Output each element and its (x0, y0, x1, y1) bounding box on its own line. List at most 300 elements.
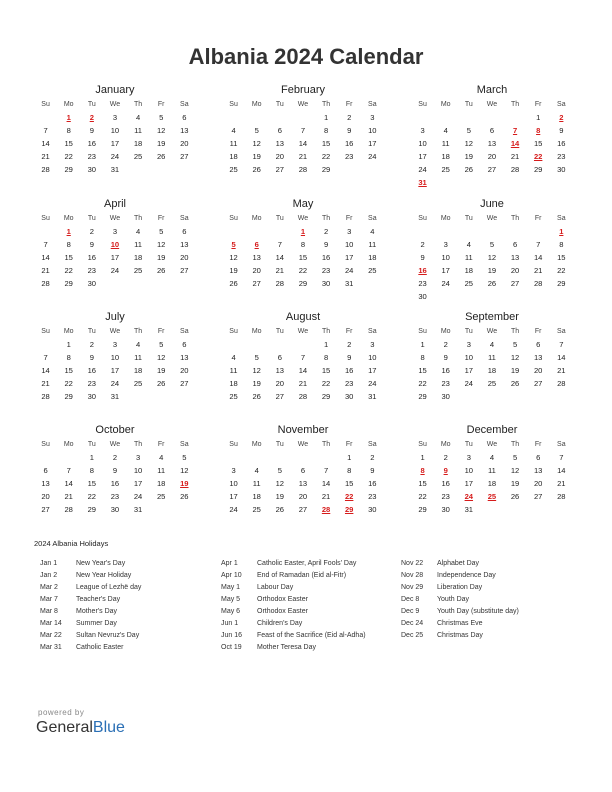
day-cell[interactable]: 1 (559, 227, 564, 236)
day-cell[interactable]: 29 (87, 505, 97, 514)
day-cell[interactable]: 25 (441, 165, 450, 174)
day-cell[interactable]: 5 (254, 353, 259, 362)
day-cell[interactable]: 8 (420, 466, 425, 475)
day-cell[interactable]: 9 (370, 466, 375, 475)
day-cell[interactable]: 29 (298, 279, 308, 288)
day-cell[interactable]: 29 (533, 165, 543, 174)
day-cell[interactable]: 14 (41, 139, 50, 148)
day-cell[interactable]: 17 (464, 479, 474, 488)
day-cell[interactable]: 15 (557, 253, 566, 262)
day-cell[interactable]: 23 (87, 266, 97, 275)
day-cell[interactable]: 6 (512, 240, 518, 249)
day-cell[interactable]: 4 (370, 227, 375, 236)
day-cell[interactable]: 29 (418, 505, 427, 514)
day-cell[interactable]: 30 (557, 165, 566, 174)
day-cell[interactable]: 7 (277, 240, 282, 249)
day-cell[interactable]: 8 (347, 466, 352, 475)
day-cell[interactable]: 12 (510, 353, 520, 362)
day-cell[interactable]: 31 (418, 178, 427, 187)
day-cell[interactable]: 18 (229, 152, 238, 161)
day-cell[interactable]: 3 (112, 340, 118, 349)
day-cell[interactable]: 21 (41, 379, 50, 388)
day-cell[interactable]: 15 (321, 139, 331, 148)
day-cell[interactable]: 15 (64, 366, 73, 375)
day-cell[interactable]: 20 (275, 152, 285, 161)
day-cell[interactable]: 10 (368, 353, 377, 362)
day-cell[interactable]: 8 (536, 126, 541, 135)
day-cell[interactable]: 11 (464, 253, 473, 262)
day-cell[interactable]: 16 (87, 253, 97, 262)
day-cell[interactable]: 14 (557, 466, 566, 475)
day-cell[interactable]: 9 (89, 353, 94, 362)
day-cell[interactable]: 20 (487, 152, 497, 161)
day-cell[interactable]: 28 (41, 392, 50, 401)
day-cell[interactable]: 22 (87, 492, 97, 501)
day-cell[interactable]: 12 (229, 253, 238, 262)
day-cell[interactable]: 24 (368, 152, 377, 161)
day-cell[interactable]: 28 (557, 492, 566, 501)
day-cell[interactable]: 1 (420, 453, 425, 462)
day-cell[interactable]: 18 (133, 366, 143, 375)
day-cell[interactable]: 4 (159, 453, 164, 462)
day-cell[interactable]: 4 (135, 227, 141, 236)
day-cell[interactable]: 14 (275, 253, 285, 262)
day-cell[interactable]: 20 (180, 139, 189, 148)
day-cell[interactable]: 8 (66, 353, 71, 362)
day-cell[interactable]: 16 (110, 479, 120, 488)
day-cell[interactable]: 17 (344, 253, 354, 262)
day-cell[interactable]: 28 (41, 279, 50, 288)
day-cell[interactable]: 24 (418, 165, 427, 174)
day-cell[interactable]: 13 (41, 479, 50, 488)
day-cell[interactable]: 27 (510, 279, 520, 288)
day-cell[interactable]: 18 (464, 266, 474, 275)
day-cell[interactable]: 22 (321, 379, 331, 388)
day-cell[interactable]: 1 (89, 453, 94, 462)
day-cell[interactable]: 27 (252, 279, 261, 288)
day-cell[interactable]: 18 (156, 479, 166, 488)
day-cell[interactable]: 13 (180, 126, 189, 135)
day-cell[interactable]: 11 (368, 240, 377, 249)
day-cell[interactable]: 9 (347, 126, 352, 135)
day-cell[interactable]: 7 (323, 466, 329, 475)
day-cell[interactable]: 19 (464, 152, 474, 161)
day-cell[interactable]: 21 (321, 492, 331, 501)
day-cell[interactable]: 21 (64, 492, 73, 501)
day-cell[interactable]: 16 (344, 366, 354, 375)
day-cell[interactable]: 6 (277, 126, 282, 135)
day-cell[interactable]: 24 (133, 492, 143, 501)
day-cell[interactable]: 8 (300, 240, 306, 249)
day-cell[interactable]: 11 (252, 479, 261, 488)
day-cell[interactable]: 31 (110, 165, 120, 174)
day-cell[interactable]: 15 (64, 253, 73, 262)
day-cell[interactable]: 1 (300, 227, 306, 236)
day-cell[interactable]: 29 (557, 279, 566, 288)
day-cell[interactable]: 14 (533, 253, 543, 262)
day-cell[interactable]: 10 (368, 126, 377, 135)
day-cell[interactable]: 19 (229, 266, 238, 275)
day-cell[interactable]: 17 (441, 266, 450, 275)
day-cell[interactable]: 22 (64, 266, 73, 275)
day-cell[interactable]: 26 (156, 152, 166, 161)
day-cell[interactable]: 12 (275, 479, 285, 488)
day-cell[interactable]: 9 (323, 240, 329, 249)
day-cell[interactable]: 14 (321, 479, 331, 488)
day-cell[interactable]: 11 (229, 366, 238, 375)
day-cell[interactable]: 24 (464, 379, 474, 388)
day-cell[interactable]: 1 (66, 340, 71, 349)
day-cell[interactable]: 22 (344, 492, 354, 501)
day-cell[interactable]: 7 (43, 126, 48, 135)
day-cell[interactable]: 2 (89, 227, 94, 236)
day-cell[interactable]: 16 (418, 266, 427, 275)
day-cell[interactable]: 7 (536, 240, 541, 249)
day-cell[interactable]: 30 (441, 505, 450, 514)
day-cell[interactable]: 26 (180, 492, 189, 501)
day-cell[interactable]: 9 (443, 353, 448, 362)
day-cell[interactable]: 15 (533, 139, 543, 148)
day-cell[interactable]: 22 (418, 379, 427, 388)
day-cell[interactable]: 8 (66, 240, 71, 249)
day-cell[interactable]: 16 (87, 366, 97, 375)
day-cell[interactable]: 7 (559, 340, 564, 349)
day-cell[interactable]: 7 (43, 240, 48, 249)
day-cell[interactable]: 28 (41, 165, 50, 174)
day-cell[interactable]: 3 (370, 113, 375, 122)
day-cell[interactable]: 3 (112, 113, 118, 122)
day-cell[interactable]: 2 (347, 340, 352, 349)
day-cell[interactable]: 20 (252, 266, 261, 275)
day-cell[interactable]: 15 (298, 253, 308, 262)
day-cell[interactable]: 12 (156, 240, 166, 249)
day-cell[interactable]: 11 (441, 139, 450, 148)
day-cell[interactable]: 22 (64, 379, 73, 388)
day-cell[interactable]: 26 (510, 492, 520, 501)
day-cell[interactable]: 15 (321, 366, 331, 375)
day-cell[interactable]: 21 (557, 366, 566, 375)
day-cell[interactable]: 7 (300, 353, 306, 362)
day-cell[interactable]: 24 (110, 379, 120, 388)
day-cell[interactable]: 21 (557, 479, 566, 488)
day-cell[interactable]: 5 (159, 227, 164, 236)
day-cell[interactable]: 12 (487, 253, 497, 262)
day-cell[interactable]: 5 (159, 113, 164, 122)
day-cell[interactable]: 23 (418, 279, 427, 288)
day-cell[interactable]: 18 (133, 139, 143, 148)
day-cell[interactable]: 3 (466, 453, 471, 462)
day-cell[interactable]: 18 (252, 492, 261, 501)
day-cell[interactable]: 6 (300, 466, 306, 475)
day-cell[interactable]: 1 (323, 113, 329, 122)
day-cell[interactable]: 3 (420, 126, 425, 135)
day-cell[interactable]: 25 (252, 505, 261, 514)
day-cell[interactable]: 20 (533, 479, 543, 488)
day-cell[interactable]: 22 (557, 266, 566, 275)
day-cell[interactable]: 23 (321, 266, 331, 275)
day-cell[interactable]: 13 (510, 253, 520, 262)
day-cell[interactable]: 9 (89, 240, 94, 249)
day-cell[interactable]: 12 (252, 366, 261, 375)
day-cell[interactable]: 20 (510, 266, 520, 275)
day-cell[interactable]: 19 (487, 266, 497, 275)
day-cell[interactable]: 27 (41, 505, 50, 514)
day-cell[interactable]: 4 (489, 453, 495, 462)
day-cell[interactable]: 29 (64, 165, 73, 174)
day-cell[interactable]: 17 (133, 479, 143, 488)
day-cell[interactable]: 24 (110, 266, 120, 275)
day-cell[interactable]: 6 (43, 466, 48, 475)
day-cell[interactable]: 17 (464, 366, 474, 375)
day-cell[interactable]: 4 (466, 240, 471, 249)
day-cell[interactable]: 13 (275, 139, 285, 148)
day-cell[interactable]: 23 (110, 492, 120, 501)
day-cell[interactable]: 9 (112, 466, 118, 475)
day-cell[interactable]: 15 (418, 366, 427, 375)
day-cell[interactable]: 6 (277, 353, 282, 362)
day-cell[interactable]: 24 (344, 266, 354, 275)
day-cell[interactable]: 21 (298, 379, 308, 388)
day-cell[interactable]: 28 (321, 505, 331, 514)
day-cell[interactable]: 17 (110, 139, 120, 148)
day-cell[interactable]: 27 (487, 165, 497, 174)
day-cell[interactable]: 29 (321, 165, 331, 174)
day-cell[interactable]: 25 (487, 492, 497, 501)
day-cell[interactable]: 19 (252, 379, 261, 388)
day-cell[interactable]: 25 (464, 279, 474, 288)
day-cell[interactable]: 20 (275, 379, 285, 388)
day-cell[interactable]: 19 (180, 479, 189, 488)
day-cell[interactable]: 14 (298, 366, 308, 375)
day-cell[interactable]: 10 (110, 353, 120, 362)
day-cell[interactable]: 29 (64, 392, 73, 401)
day-cell[interactable]: 3 (231, 466, 236, 475)
day-cell[interactable]: 24 (229, 505, 238, 514)
day-cell[interactable]: 28 (298, 392, 308, 401)
day-cell[interactable]: 20 (180, 253, 189, 262)
day-cell[interactable]: 13 (252, 253, 261, 262)
day-cell[interactable]: 3 (443, 240, 448, 249)
day-cell[interactable]: 6 (536, 340, 541, 349)
day-cell[interactable]: 23 (344, 152, 354, 161)
day-cell[interactable]: 2 (347, 113, 352, 122)
day-cell[interactable]: 3 (370, 340, 375, 349)
day-cell[interactable]: 17 (110, 366, 120, 375)
day-cell[interactable]: 18 (441, 152, 450, 161)
day-cell[interactable]: 18 (229, 379, 238, 388)
day-cell[interactable]: 19 (510, 366, 520, 375)
day-cell[interactable]: 2 (443, 453, 448, 462)
day-cell[interactable]: 23 (344, 379, 354, 388)
day-cell[interactable]: 8 (89, 466, 94, 475)
day-cell[interactable]: 24 (368, 379, 377, 388)
day-cell[interactable]: 1 (66, 113, 71, 122)
day-cell[interactable]: 4 (489, 340, 495, 349)
day-cell[interactable]: 15 (87, 479, 97, 488)
day-cell[interactable]: 16 (87, 139, 97, 148)
day-cell[interactable]: 1 (420, 340, 425, 349)
day-cell[interactable]: 6 (182, 340, 187, 349)
day-cell[interactable]: 21 (275, 266, 285, 275)
day-cell[interactable]: 19 (275, 492, 285, 501)
day-cell[interactable]: 14 (510, 139, 520, 148)
day-cell[interactable]: 15 (418, 479, 427, 488)
day-cell[interactable]: 28 (275, 279, 285, 288)
day-cell[interactable]: 6 (536, 453, 541, 462)
day-cell[interactable]: 22 (321, 152, 331, 161)
day-cell[interactable]: 26 (252, 392, 261, 401)
day-cell[interactable]: 23 (441, 492, 450, 501)
day-cell[interactable]: 6 (182, 227, 187, 236)
day-cell[interactable]: 27 (275, 165, 285, 174)
day-cell[interactable]: 11 (487, 353, 496, 362)
day-cell[interactable]: 7 (66, 466, 71, 475)
day-cell[interactable]: 2 (323, 227, 329, 236)
day-cell[interactable]: 4 (443, 126, 448, 135)
day-cell[interactable]: 28 (298, 165, 308, 174)
day-cell[interactable]: 5 (254, 126, 259, 135)
day-cell[interactable]: 25 (229, 165, 238, 174)
day-cell[interactable]: 17 (229, 492, 238, 501)
day-cell[interactable]: 28 (64, 505, 73, 514)
day-cell[interactable]: 13 (533, 353, 543, 362)
day-cell[interactable]: 30 (441, 392, 450, 401)
day-cell[interactable]: 7 (512, 126, 518, 135)
day-cell[interactable]: 30 (321, 279, 331, 288)
day-cell[interactable]: 18 (487, 366, 497, 375)
day-cell[interactable]: 2 (559, 113, 564, 122)
day-cell[interactable]: 12 (464, 139, 474, 148)
day-cell[interactable]: 9 (420, 253, 425, 262)
day-cell[interactable]: 13 (298, 479, 308, 488)
day-cell[interactable]: 30 (87, 279, 97, 288)
day-cell[interactable]: 22 (533, 152, 543, 161)
day-cell[interactable]: 10 (464, 353, 474, 362)
day-cell[interactable]: 25 (133, 379, 143, 388)
day-cell[interactable]: 16 (557, 139, 566, 148)
day-cell[interactable]: 18 (368, 253, 377, 262)
day-cell[interactable]: 10 (344, 240, 354, 249)
day-cell[interactable]: 30 (344, 392, 354, 401)
day-cell[interactable]: 27 (180, 379, 189, 388)
day-cell[interactable]: 29 (418, 392, 427, 401)
day-cell[interactable]: 16 (344, 139, 354, 148)
day-cell[interactable]: 10 (110, 126, 120, 135)
day-cell[interactable]: 16 (368, 479, 377, 488)
day-cell[interactable]: 29 (64, 279, 73, 288)
day-cell[interactable]: 17 (418, 152, 427, 161)
day-cell[interactable]: 16 (321, 253, 331, 262)
day-cell[interactable]: 14 (41, 366, 50, 375)
day-cell[interactable]: 25 (156, 492, 166, 501)
day-cell[interactable]: 16 (441, 366, 450, 375)
day-cell[interactable]: 16 (441, 479, 450, 488)
day-cell[interactable]: 10 (441, 253, 450, 262)
day-cell[interactable]: 26 (229, 279, 238, 288)
day-cell[interactable]: 23 (87, 379, 97, 388)
day-cell[interactable]: 22 (298, 266, 308, 275)
day-cell[interactable]: 11 (229, 139, 238, 148)
day-cell[interactable]: 2 (370, 453, 375, 462)
day-cell[interactable]: 19 (156, 139, 166, 148)
day-cell[interactable]: 12 (510, 466, 520, 475)
day-cell[interactable]: 2 (89, 340, 94, 349)
day-cell[interactable]: 10 (464, 466, 474, 475)
day-cell[interactable]: 20 (533, 366, 543, 375)
day-cell[interactable]: 4 (231, 353, 236, 362)
day-cell[interactable]: 3 (135, 453, 141, 462)
day-cell[interactable]: 30 (87, 392, 97, 401)
brand-logo[interactable] (36, 719, 125, 737)
day-cell[interactable]: 27 (533, 379, 543, 388)
day-cell[interactable]: 26 (156, 379, 166, 388)
day-cell[interactable]: 24 (441, 279, 450, 288)
day-cell[interactable]: 8 (323, 126, 329, 135)
day-cell[interactable]: 21 (41, 152, 50, 161)
day-cell[interactable]: 27 (180, 266, 189, 275)
day-cell[interactable]: 14 (64, 479, 73, 488)
day-cell[interactable]: 11 (157, 466, 166, 475)
day-cell[interactable]: 13 (533, 466, 543, 475)
day-cell[interactable]: 12 (252, 139, 261, 148)
day-cell[interactable]: 25 (368, 266, 377, 275)
day-cell[interactable]: 10 (418, 139, 427, 148)
day-cell[interactable]: 12 (156, 353, 166, 362)
day-cell[interactable]: 25 (487, 379, 497, 388)
day-cell[interactable]: 31 (368, 392, 377, 401)
day-cell[interactable]: 13 (487, 139, 497, 148)
day-cell[interactable]: 23 (557, 152, 566, 161)
day-cell[interactable]: 28 (557, 379, 566, 388)
day-cell[interactable]: 5 (489, 240, 495, 249)
day-cell[interactable]: 21 (298, 152, 308, 161)
day-cell[interactable]: 11 (134, 240, 142, 249)
day-cell[interactable]: 10 (133, 466, 143, 475)
day-cell[interactable]: 4 (135, 113, 141, 122)
day-cell[interactable]: 9 (347, 353, 352, 362)
day-cell[interactable]: 17 (110, 253, 120, 262)
day-cell[interactable]: 12 (180, 466, 189, 475)
day-cell[interactable]: 11 (134, 353, 142, 362)
day-cell[interactable]: 30 (368, 505, 377, 514)
day-cell[interactable]: 5 (512, 453, 518, 462)
day-cell[interactable]: 7 (43, 353, 48, 362)
day-cell[interactable]: 27 (275, 392, 285, 401)
day-cell[interactable]: 23 (441, 379, 450, 388)
day-cell[interactable]: 31 (464, 505, 474, 514)
day-cell[interactable]: 26 (487, 279, 497, 288)
day-cell[interactable]: 29 (321, 392, 331, 401)
day-cell[interactable]: 9 (89, 126, 94, 135)
day-cell[interactable]: 8 (559, 240, 564, 249)
day-cell[interactable]: 3 (466, 340, 471, 349)
day-cell[interactable]: 11 (487, 466, 496, 475)
day-cell[interactable]: 14 (557, 353, 566, 362)
day-cell[interactable]: 31 (133, 505, 143, 514)
day-cell[interactable]: 28 (533, 279, 543, 288)
day-cell[interactable]: 18 (487, 479, 497, 488)
day-cell[interactable]: 6 (182, 113, 187, 122)
day-cell[interactable]: 1 (347, 453, 352, 462)
day-cell[interactable]: 3 (347, 227, 352, 236)
day-cell[interactable]: 20 (298, 492, 308, 501)
day-cell[interactable]: 11 (134, 126, 142, 135)
day-cell[interactable]: 21 (510, 152, 520, 161)
day-cell[interactable]: 24 (464, 492, 474, 501)
day-cell[interactable]: 25 (133, 266, 143, 275)
day-cell[interactable]: 27 (180, 152, 189, 161)
day-cell[interactable]: 5 (277, 466, 282, 475)
